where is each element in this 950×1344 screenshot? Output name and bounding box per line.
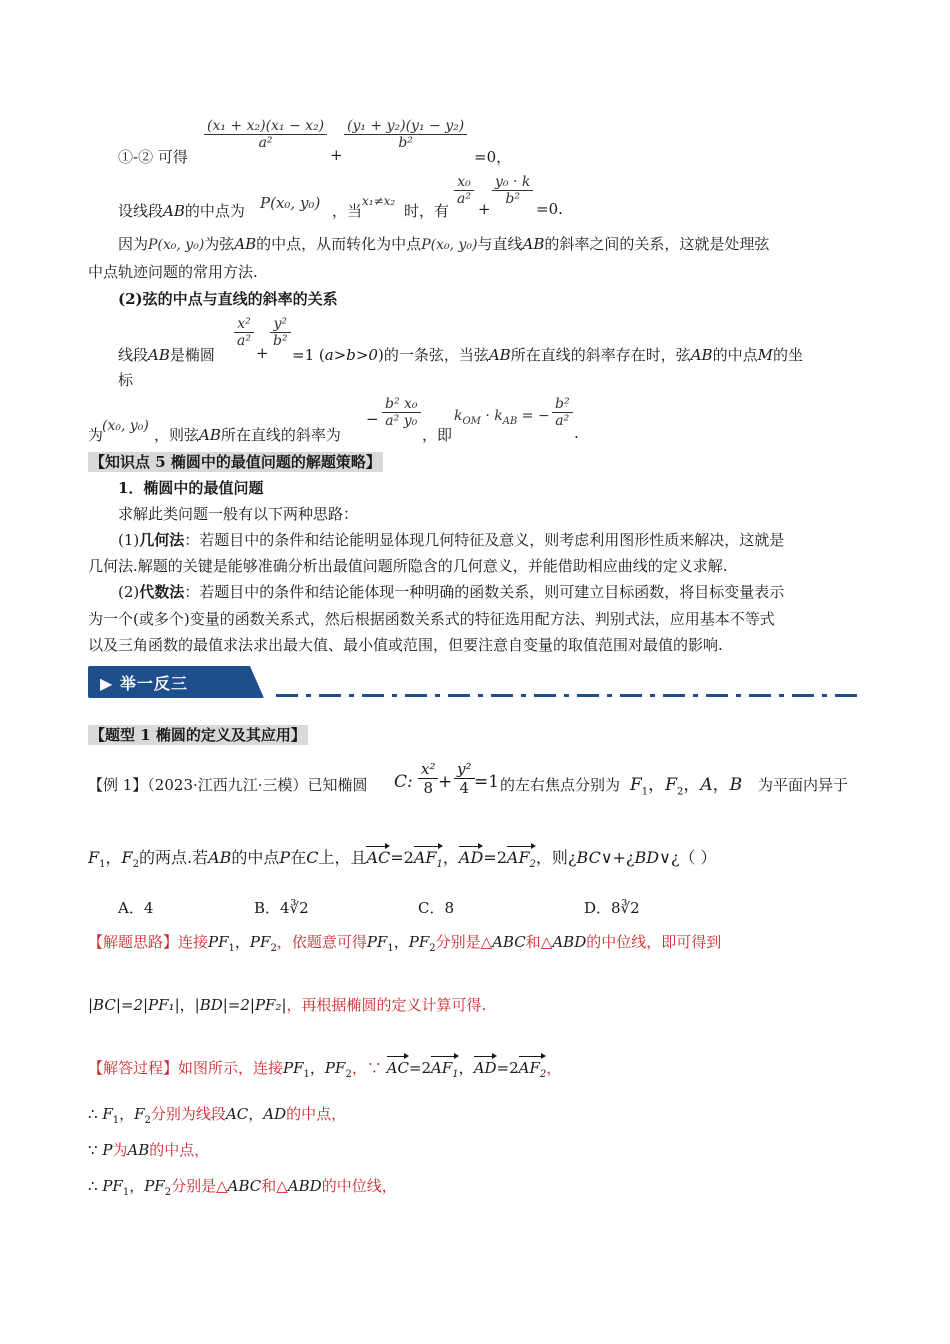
- option-a[interactable]: A．4: [118, 899, 154, 917]
- midpoint-line: 设线段AB的中点为 P(x₀, y₀) ，当 x₁≠x₂ 时，有 $\frac{\text{x₀}}{\text{a²}}$ + $\frac{\text{y₀ · k}}{\text{b²}}$ =0.: [118, 174, 563, 220]
- point-P: P(x₀, y₀): [260, 194, 321, 212]
- algebra-method: (2)代数法：若题目中的条件和结论能体现一种明确的函数关系，则可建立目标函数，将目标变量表示: [118, 583, 785, 601]
- eq1-prefix: ①-② 可得: [118, 148, 188, 166]
- geometry-method-line2: 几何法.解题的关键是能够准确分析出最值问题所隐含的几何意义，并能借助相应曲线的定义求解.: [88, 557, 728, 575]
- solution-idea: 【解题思路】连接$PF_1$，$PF_2$，依题意可得$PF_1$，$PF_2$分别是△ABC和△ABD的中位线，即可得到: [88, 933, 722, 954]
- solution-step-3: ∵ P为AB的中点，: [88, 1141, 210, 1159]
- section-banner-title: ▶ 举一反三: [100, 674, 188, 693]
- solution-step-2: ∴ $F_1$，$F_2$分别为线段AC，AD的中点，: [88, 1105, 347, 1126]
- kp5-subtitle: 1．椭圆中的最值问题: [118, 479, 264, 497]
- type-1-title: 【题型 1 椭圆的定义及其应用】: [90, 726, 306, 744]
- geometry-method: (1)几何法：若题目中的条件和结论能明显体现几何特征及意义，则考虑利用图形性质来解决，这就是: [118, 531, 785, 549]
- paragraph-chord-midpoint-line2: 中点轨迹问题的常用方法.: [88, 263, 258, 281]
- dash-dot-divider: [276, 694, 860, 697]
- paragraph-slope: 为 (x₀, y₀) ，则弦AB所在直线的斜率为 − $\frac{\text{b² x₀}}{\text{a² y₀}}$ ，即 $k_{OM} \cdot k_{AB}$ = − $\frac{\text{b²}}{\text{a²}}$ .: [88, 396, 579, 444]
- solution-idea-line2: |BC|=2|PF₁|，|BD|=2|PF₂|，再根据椭圆的定义计算可得.: [88, 996, 487, 1014]
- eq1-fraction-1: $\frac{\text{(x₁ + x₂)(x₁ − x₂)}}{\text{a²}}$: [204, 118, 327, 151]
- section-title-slope-relation: (2)弦的中点与直线的斜率的关系: [118, 290, 338, 308]
- knowledge-point-5-title: 【知识点 5 椭圆中的最值问题的解题策略】: [90, 453, 381, 471]
- paragraph-ellipse-chord-line2: 标: [118, 371, 134, 389]
- solution-process: 【解答过程】如图所示，连接$PF_1$，$PF_2$，∵ $AC=2AF_1$，$AD=2AF_2$，: [88, 1058, 561, 1085]
- kp5-intro: 求解此类问题一般有以下两种思路：: [118, 505, 359, 523]
- paragraph-ellipse-chord: 线段AB是椭圆 $\frac{\text{x²}}{\text{a²}}$ + $\frac{\text{y²}}{\text{b²}}$ =1 (a>b>0)的一条弦，当弦AB所在直线的斜率存在时，弦AB的中点M的坐: [118, 316, 803, 364]
- option-c[interactable]: C．8: [418, 899, 455, 917]
- eq1-fraction-2: $\frac{\text{(y₁ + y₂)(y₁ − y₂)}}{\text{b²}}$: [344, 118, 467, 151]
- option-b[interactable]: B．4∛2: [254, 899, 309, 917]
- option-d[interactable]: D．8∛2: [584, 899, 640, 917]
- solution-step-4: ∴ $PF_1$，$PF_2$分别是△ABC和△ABD的中位线，: [88, 1177, 397, 1198]
- algebra-method-line3: 以及三角函数的最值求法求出最大值、最小值或范围，但要注意自变量的取值范围对最值的影响.: [88, 636, 723, 654]
- algebra-method-line2: 为一个(或多个)变量的函数关系式，然后根据函数关系式的特征选用配方法、判别式法，应用基本不等式: [88, 610, 775, 628]
- example-1-line2: $F_1$，$F_2$的两点.若AB的中点P在C上，且$AC=2AF_1$，$AD=2AF_2$，则¿BC∨+¿BD∨¿（ ）: [88, 848, 717, 875]
- paragraph-chord-midpoint: 因为P(x₀, y₀)为弦AB的中点，从而转化为中点P(x₀, y₀)与直线AB的斜率之间的关系，这就是处理弦: [118, 235, 770, 253]
- example-1-line1: 【例 1】（2023·江西九江·三模）已知椭圆 C: $\frac{\text{x²}}{8}$ + $\frac{\text{y²}}{4}$ =1 的左右焦点分别为 $F_1$，$F_2$，A，B 为平面内异于: [88, 760, 849, 798]
